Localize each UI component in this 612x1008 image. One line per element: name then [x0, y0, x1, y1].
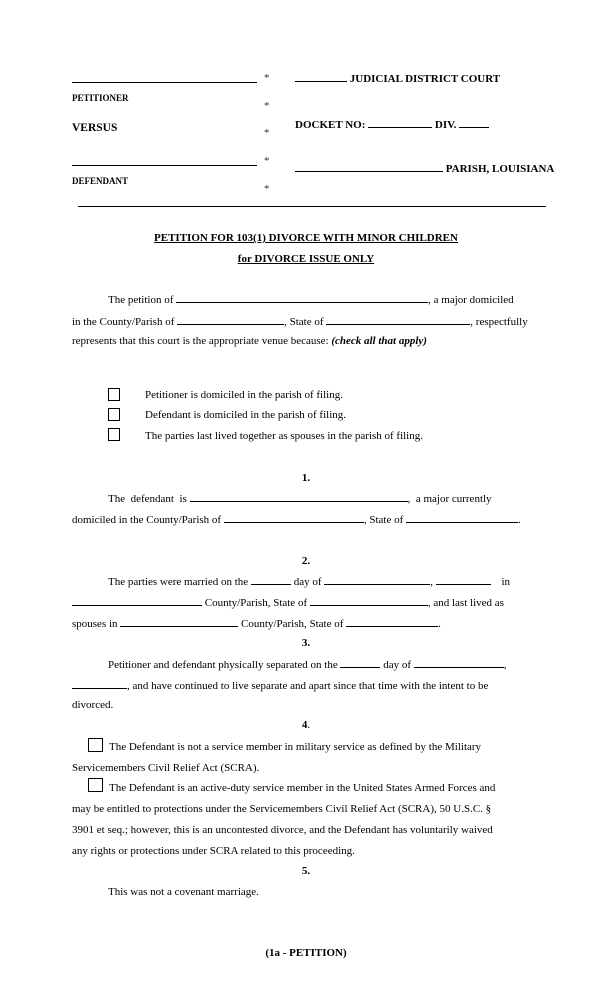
docket-number-blank[interactable]: [368, 118, 432, 128]
petitioner-name-line[interactable]: [72, 82, 257, 83]
marriage-state-field[interactable]: [310, 596, 428, 606]
section-text: .: [438, 618, 441, 630]
section-5-number: 5.: [301, 865, 311, 877]
section-text: , and last lived as: [427, 597, 504, 609]
intro-text: represents that this court is the appropriate venue because:: [72, 335, 329, 347]
docket-label: DOCKET NO:: [295, 119, 366, 131]
separation-day-field[interactable]: [340, 658, 380, 668]
defendant-name-line[interactable]: [72, 165, 257, 166]
docket-heading: [295, 118, 489, 131]
section-4-digit: 4: [301, 719, 308, 731]
section-1-number: 1.: [301, 472, 311, 484]
section-3-line-1: [108, 658, 507, 671]
section-text: Petitioner and defendant physically separated on the: [108, 659, 338, 671]
intro-line-2: [72, 315, 528, 328]
section-5-text: This was not a covenant marriage.: [108, 886, 259, 898]
scra-active-duty-checkbox[interactable]: [88, 778, 103, 792]
versus-label: VERSUS: [72, 122, 118, 134]
section-4-opt1-line-1: The Defendant is not a service member in military service as defined by the Military: [109, 741, 482, 753]
footer-label: (1a - PETITION): [265, 947, 347, 959]
petition-title-line1: PETITION FOR 103(1) DIVORCE WITH MINOR CHILDREN: [154, 232, 458, 244]
caption-star: *: [264, 72, 270, 84]
petition-subtitle: [0, 253, 612, 265]
section-4-number: [0, 719, 612, 731]
petition-title: [0, 232, 612, 244]
venue-option-label: Petitioner is domiciled in the parish of filing.: [145, 389, 343, 401]
petitioner-label: PETITIONER: [72, 93, 129, 103]
section-text: , and have continued to live separate and apart since that time with the intent to be: [127, 680, 489, 692]
section-text: day of: [293, 576, 322, 588]
check-all-note: (check all that apply): [331, 335, 427, 347]
section-4-opt2-line-3: 3901 et seq.; however, this is an uncontested divorce, and the Defendant has voluntarily waived: [72, 824, 493, 836]
district-number-blank[interactable]: [295, 72, 347, 82]
last-lived-state-field[interactable]: [346, 617, 438, 627]
defendant-parish-field[interactable]: [224, 513, 364, 523]
marriage-month-field[interactable]: [324, 575, 430, 585]
caption-star: *: [264, 183, 270, 195]
section-3-number: 3.: [301, 637, 311, 649]
section-2-line-3: [72, 617, 441, 630]
marriage-year-field[interactable]: [436, 575, 491, 585]
marriage-parish-field[interactable]: [72, 596, 202, 606]
section-text: The parties were married on the: [108, 576, 249, 588]
section-text: ,: [430, 576, 433, 588]
intro-text: , respectfully: [470, 316, 528, 328]
venue-checkbox-petitioner[interactable]: [108, 388, 120, 401]
section-4-opt2-line-2: may be entitled to protections under the Servicemembers Civil Relief Act (SCRA), 50 U.S.C. §: [72, 803, 492, 815]
court-suffix: JUDICIAL DISTRICT COURT: [349, 73, 501, 85]
section-text: , State of: [363, 514, 404, 526]
section-text: domiciled in the County/Parish of: [72, 514, 222, 526]
intro-line-3: [72, 335, 427, 347]
venue-option-label: The parties last lived together as spouses in the parish of filing.: [145, 430, 423, 442]
section-text: in: [501, 576, 511, 588]
section-4-opt1-line-2: Servicemembers Civil Relief Act (SCRA).: [72, 762, 260, 774]
caption-star: *: [264, 100, 270, 112]
section-2-number: 2.: [301, 555, 311, 567]
section-text: , a major currently: [407, 493, 492, 505]
section-3-line-3: [72, 699, 113, 711]
defendant-label: DEFENDANT: [72, 176, 129, 186]
parish-name-blank[interactable]: [295, 162, 443, 172]
section-text: day of: [383, 659, 411, 671]
parish-heading: [295, 162, 554, 175]
section-text: County/Parish, State of: [204, 597, 308, 609]
section-text: County/Parish, State of: [241, 618, 344, 630]
section-4-dot: .: [307, 719, 311, 731]
defendant-name-field[interactable]: [190, 492, 408, 502]
section-text: .: [518, 514, 521, 526]
section-3-line-2: [72, 679, 488, 692]
separation-year-field[interactable]: [72, 679, 127, 689]
section-text: ,: [503, 659, 507, 671]
defendant-state-field[interactable]: [406, 513, 518, 523]
section-text: spouses in: [72, 618, 118, 630]
petition-title-line2: for DIVORCE ISSUE ONLY: [237, 253, 375, 265]
caption-divider: [78, 206, 546, 207]
section-text: divorced.: [72, 699, 114, 711]
section-4-opt2-line-1: The Defendant is an active-duty service member in the United States Armed Forces and: [109, 782, 496, 794]
intro-text: in the County/Parish of: [72, 316, 175, 328]
div-label: DIV.: [434, 119, 457, 131]
scra-not-service-member-checkbox[interactable]: [88, 738, 103, 752]
petitioner-parish-field[interactable]: [177, 315, 284, 325]
separation-month-field[interactable]: [414, 658, 504, 668]
intro-text: , State of: [284, 316, 324, 328]
section-4-opt2-line-4: any rights or protections under SCRA related to this proceeding.: [72, 845, 355, 857]
parish-suffix: PARISH, LOUISIANA: [445, 163, 555, 175]
section-1-line-2: [72, 513, 521, 526]
venue-checkbox-last-lived[interactable]: [108, 428, 120, 441]
intro-text: The petition of: [108, 294, 174, 306]
division-blank[interactable]: [459, 118, 489, 128]
caption-star: *: [264, 155, 270, 167]
caption-star: *: [264, 127, 270, 139]
section-1-line-1: [108, 492, 492, 505]
venue-checkbox-defendant[interactable]: [108, 408, 120, 421]
marriage-day-field[interactable]: [251, 575, 291, 585]
intro-text: , a major domiciled: [428, 294, 514, 306]
intro-line-1: [108, 293, 514, 306]
section-text: The defendant is: [108, 493, 187, 505]
petitioner-name-field[interactable]: [176, 293, 428, 303]
section-2-line-1: [108, 575, 510, 588]
last-lived-parish-field[interactable]: [120, 617, 238, 627]
court-heading: [295, 72, 500, 85]
petitioner-state-field[interactable]: [326, 315, 470, 325]
venue-option-label: Defendant is domiciled in the parish of filing.: [145, 409, 347, 421]
section-2-line-2: [72, 596, 504, 609]
